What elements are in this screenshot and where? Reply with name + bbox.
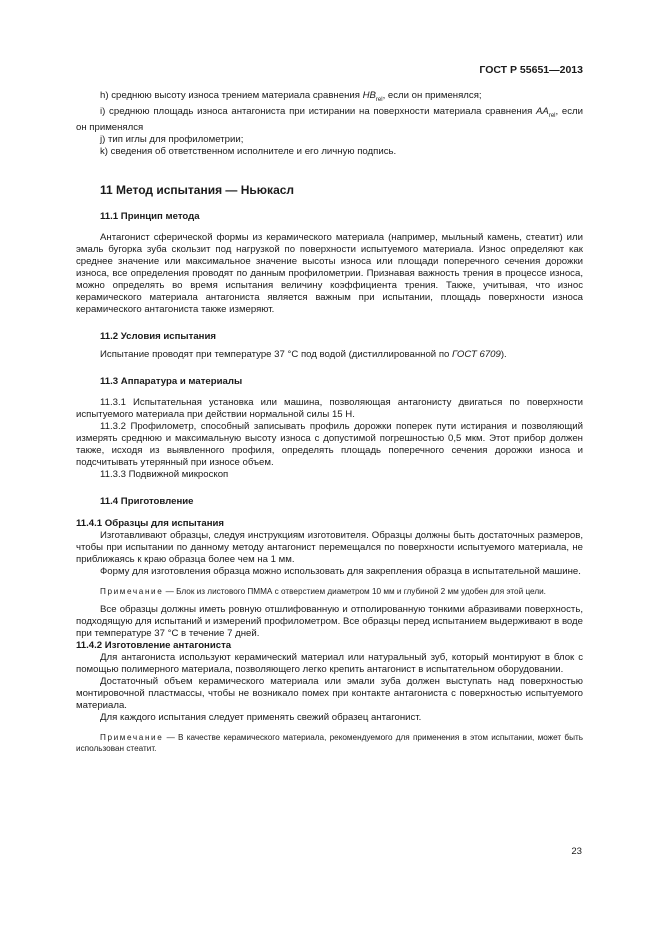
list-item-k: k) сведения об ответственном исполнителе и его личную подпись. (100, 145, 397, 157)
paragraph-11-4-1-b: Форму для изготовления образца можно использовать для закрепления образца в испытательной машине. (100, 565, 581, 577)
paragraph-11-3-2: 11.3.2 Профилометр, способный записывать профиль дорожки поперек пути истирания и позволяющий измерять среднюю и максимальную высоту износа с допустимой погрешностью 0,5 мкм. Этот прибор должен также, исходя из выявленного профиля, определять площадь поперечного сечения дорожки износа и подсчитывать утерянный при износе объем. (76, 420, 583, 468)
section-title: 11 Метод испытания — Ньюкасл (100, 182, 295, 197)
standard-header: ГОСТ Р 55651—2013 (479, 64, 583, 76)
subsection-title-11-2: 11.2 Условия испытания (100, 330, 216, 342)
list-item-h: h) среднюю высоту износа трением материала сравнения $HB_{rel}$, если он применялся; (100, 90, 482, 103)
page-content (76, 90, 583, 754)
subsection-title-11-4-2: 11.4.2 Изготовление антагониста (76, 639, 232, 651)
list-item-j: j) тип иглы для профилометрии; (100, 133, 244, 145)
subsection-title-11-4: 11.4 Приготовление (100, 495, 194, 507)
reference-gost-6709: ГОСТ 6709 (452, 348, 501, 360)
subsection-title-11-1: 11.1 Принцип метода (100, 210, 200, 222)
paragraph-11-4-1-c: Все образцы должны иметь ровную отшлифованную и отполированную тонкими абразивами поверхность, подходящую для испытаний и измерений профилометром. Все образцы перед испытанием выдерживают в воде при температуре 37 °С в течение 7 дней. (76, 603, 583, 639)
paragraph-11-2: Испытание проводят при температуре 37 °С под водой (дистиллированной по ГОСТ 6709). (100, 348, 507, 360)
note-11-4-2: Примечание — В качестве керамического материала, рекомендуемого для применения в этом испытании, может быть использован стеатит. (76, 732, 583, 753)
note-label: Примечание (100, 586, 164, 596)
subsection-title-11-4-1: 11.4.1 Образцы для испытания (76, 517, 225, 529)
paragraph-11-4-2-a: Для антагониста используют керамический материал или натуральный зуб, который монтируют в блок с помощью полимерного материала, позволяющего легко крепить антагонист в испытательном оборудовании. (76, 651, 583, 675)
paragraph-11-4-2-c: Для каждого испытания следует применять свежий образец антагонист. (100, 711, 422, 723)
paragraph-11-1: Антагонист сферической формы из керамического материала (например, мыльный камень, стеатит) или эмаль бугорка зуба скользит под нагрузкой по поверхности испытуемого материала. Износ определяют как среднее значение или максимальное значение высоты износа или площади поперечного сечения дорожки износа, все определения проводят по данным профилометрии. Признавая важность трения в процессе износа, можно определять во время испытания величину коэффициента трения. Также, учитывая, что износ керамического материала антагониста является важным при испытании, площадь поверхности износа керамического антагониста также измеряют. (76, 231, 583, 315)
paragraph-11-4-2-b: Достаточный объем керамического материала или эмали зуба должен выступать над поверхностью монтировочной пластмассы, чтобы не возникало помех при контакте антагониста с поверхностью испытуемого материала. (76, 675, 583, 711)
list-item-i: i) среднюю площадь износа антагониста при истирании на поверхности материала сравнения $AA_{rel}$, если он применялся (76, 105, 583, 133)
paragraph-11-3-3: 11.3.3 Подвижной микроскоп (100, 468, 229, 480)
note-label: Примечание (100, 732, 164, 742)
paragraph-11-3-1: 11.3.1 Испытательная установка или машина, позволяющая антагонисту двигаться по поверхности испытуемого материала при действии нормальной силы 15 Н. (76, 396, 583, 420)
page-number: 23 (571, 846, 582, 857)
subsection-title-11-3: 11.3 Аппаратура и материалы (100, 375, 243, 387)
note-11-4-1: Примечание — Блок из листового ПММА с отверстием диаметром 10 мм и глубиной 2 мм удобен для этой цели. (100, 586, 546, 596)
paragraph-11-4-1-a: Изготавливают образцы, следуя инструкциям изготовителя. Образцы должны быть достаточных размеров, чтобы при испытании по данному методу антагонист перемещался по поверхности испытуемого материала, не приближаясь к краю образца более чем на 1 мм. (76, 529, 583, 565)
